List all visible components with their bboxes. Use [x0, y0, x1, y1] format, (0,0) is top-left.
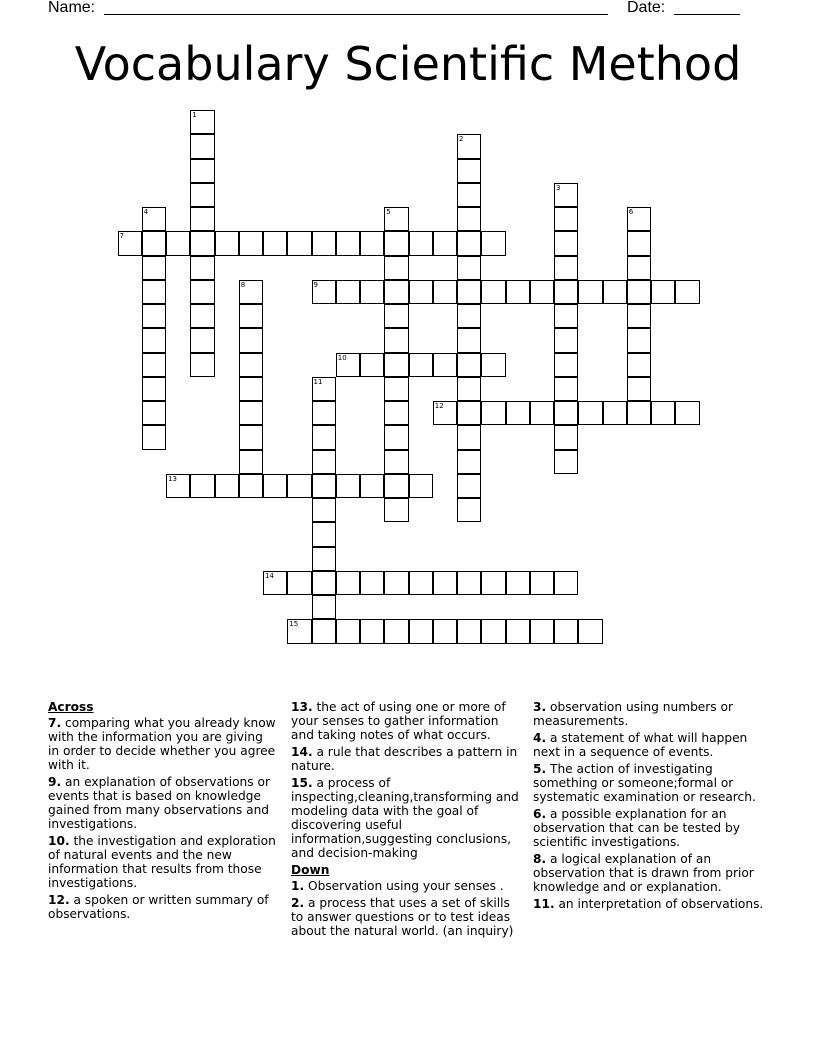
clue-text: a spoken or written summary of observations. [48, 893, 269, 921]
grid-cell[interactable] [142, 231, 166, 255]
clue-number: 1. [291, 879, 305, 893]
grid-cell[interactable] [457, 280, 481, 304]
grid-cell[interactable] [312, 425, 336, 449]
grid-cell[interactable] [554, 377, 578, 401]
grid-cell[interactable] [457, 619, 481, 643]
grid-cell[interactable] [287, 619, 311, 643]
clue-across-15 [291, 776, 521, 860]
grid-cell[interactable] [433, 571, 457, 595]
grid-cell[interactable] [457, 353, 481, 377]
grid-cell[interactable] [142, 425, 166, 449]
grid-cell[interactable] [457, 207, 481, 231]
grid-cell[interactable] [627, 377, 651, 401]
clue-number: 14. [291, 745, 313, 759]
grid-cell[interactable] [457, 571, 481, 595]
page-title: Vocabulary Scientific Method [74, 37, 742, 91]
grid-cell[interactable] [384, 498, 408, 522]
grid-cell[interactable] [481, 571, 505, 595]
grid-cell[interactable] [554, 304, 578, 328]
grid-cell[interactable] [336, 353, 360, 377]
clue-number: 11. [533, 897, 555, 911]
clue-text: a rule that describes a pattern in nature. [291, 745, 518, 773]
grid-cell[interactable] [433, 353, 457, 377]
grid-cell[interactable] [554, 207, 578, 231]
clue-number-label: 4 [143, 208, 149, 216]
grid-cell[interactable] [384, 571, 408, 595]
grid-cell[interactable] [190, 256, 214, 280]
grid-cell[interactable] [457, 256, 481, 280]
clue-down-11 [533, 897, 769, 911]
grid-cell[interactable] [239, 474, 263, 498]
grid-cell[interactable] [312, 619, 336, 643]
grid-cell[interactable] [312, 401, 336, 425]
grid-cell[interactable] [384, 377, 408, 401]
clue-across-12 [48, 893, 276, 921]
clue-text: the investigation and exploration of natural events and the new information that results from those investigations. [48, 834, 276, 890]
clue-number-label: 1 [192, 111, 197, 119]
clue-text: the act of using one or more of your senses to gather information and taking notes of what occurs. [291, 700, 506, 742]
grid-cell[interactable] [190, 231, 214, 255]
date-label: Date: [627, 0, 666, 16]
grid-cell[interactable] [457, 328, 481, 352]
grid-cell[interactable] [384, 280, 408, 304]
grid-cell[interactable] [190, 134, 214, 158]
grid-cell[interactable] [506, 571, 530, 595]
grid-cell[interactable] [675, 401, 699, 425]
grid-cell[interactable] [142, 304, 166, 328]
grid-cell[interactable] [142, 353, 166, 377]
grid-cell[interactable] [190, 474, 214, 498]
grid-cell[interactable] [384, 231, 408, 255]
clue-number: 3. [533, 700, 547, 714]
clue-down-2 [291, 896, 521, 938]
grid-cell[interactable] [287, 231, 311, 255]
grid-cell[interactable] [651, 280, 675, 304]
grid-cell[interactable] [336, 571, 360, 595]
clue-number-label: 3 [556, 183, 561, 192]
clue-text: a statement of what will happen next in a sequence of events. [533, 731, 748, 759]
grid-cell[interactable] [603, 280, 627, 304]
grid-cell[interactable] [457, 183, 481, 207]
grid-cell[interactable] [166, 474, 190, 498]
grid-cell[interactable] [457, 425, 481, 449]
grid-cell[interactable] [142, 256, 166, 280]
grid-cell[interactable] [239, 377, 263, 401]
grid-cell[interactable] [215, 474, 239, 498]
grid-cell[interactable] [457, 304, 481, 328]
clue-number: 8. [533, 852, 547, 866]
clue-number-label: 11 [313, 377, 323, 386]
clue-number-label: 7 [119, 232, 124, 241]
clue-text: a logical explanation of an observation that is drawn from prior knowledge and or explanation. [533, 852, 754, 894]
grid-cell[interactable] [384, 450, 408, 474]
grid-cell[interactable] [627, 304, 651, 328]
grid-cell[interactable] [360, 280, 384, 304]
clue-text: a process of inspecting,cleaning,transforming and modeling data with the goal of discovering useful information,suggesting conclusions, and decision-making [291, 776, 519, 860]
grid-cell[interactable] [118, 231, 142, 255]
grid-cell[interactable] [312, 377, 336, 401]
grid-cell[interactable] [457, 498, 481, 522]
name-label: Name: [48, 0, 96, 16]
clue-number-label: 14 [265, 571, 274, 580]
clue-number: 9. [48, 775, 62, 789]
grid-cell[interactable] [190, 280, 214, 304]
grid-cell[interactable] [554, 328, 578, 352]
clue-number-label: 6 [628, 208, 634, 216]
clue-number-label: 12 [434, 402, 444, 410]
clue-down-3 [533, 700, 769, 728]
grid-cell[interactable] [142, 207, 166, 231]
across-heading: Across [48, 700, 94, 714]
grid-cell[interactable] [142, 401, 166, 425]
grid-cell[interactable] [384, 425, 408, 449]
grid-cell[interactable] [554, 401, 578, 425]
grid-cell[interactable] [239, 231, 263, 255]
grid-cell[interactable] [312, 571, 336, 595]
clue-number-label: 8 [240, 280, 246, 289]
grid-cell[interactable] [457, 377, 481, 401]
grid-cell[interactable] [384, 207, 408, 231]
clue-text: a process that uses a set of skills to answer questions or to test ideas about the natural world. (an inquiry) [291, 896, 514, 938]
grid-cell[interactable] [312, 498, 336, 522]
grid-cell[interactable] [627, 401, 651, 425]
clue-across-10 [48, 834, 276, 890]
grid-cell[interactable] [239, 425, 263, 449]
grid-cell[interactable] [384, 401, 408, 425]
grid-cell[interactable] [457, 474, 481, 498]
grid-cell[interactable] [287, 474, 311, 498]
clue-number: 15. [291, 776, 313, 790]
grid-cell[interactable] [554, 619, 578, 643]
grid-cell[interactable] [336, 280, 360, 304]
grid-cell[interactable] [506, 401, 530, 425]
grid-cell[interactable] [312, 522, 336, 546]
grid-cell[interactable] [554, 450, 578, 474]
grid-cell[interactable] [239, 328, 263, 352]
clue-number: 4. [533, 731, 547, 745]
grid-cell[interactable] [627, 207, 651, 231]
grid-cell[interactable] [627, 353, 651, 377]
grid-cell[interactable] [287, 571, 311, 595]
clue-text: Observation using your senses . [308, 879, 504, 893]
grid-cell[interactable] [627, 328, 651, 352]
grid-cell[interactable] [312, 280, 336, 304]
grid-cell[interactable] [263, 231, 287, 255]
clue-across-13 [291, 700, 521, 742]
clue-across-14 [291, 745, 521, 773]
grid-cell[interactable] [457, 231, 481, 255]
grid-cell[interactable] [627, 280, 651, 304]
clue-number: 6. [533, 807, 547, 821]
grid-cell[interactable] [384, 353, 408, 377]
grid-cell[interactable] [336, 619, 360, 643]
grid-cell[interactable] [409, 353, 433, 377]
grid-cell[interactable] [336, 474, 360, 498]
clue-number-label: 5 [386, 208, 391, 216]
grid-cell[interactable] [190, 353, 214, 377]
grid-cell[interactable] [578, 280, 602, 304]
grid-cell[interactable] [336, 231, 360, 255]
clue-number: 13. [291, 700, 313, 714]
grid-cell[interactable] [312, 595, 336, 619]
grid-cell[interactable] [554, 256, 578, 280]
grid-cell[interactable] [360, 619, 384, 643]
grid-cell[interactable] [578, 401, 602, 425]
clue-number-label: 9 [313, 280, 318, 289]
down-heading: Down [291, 863, 330, 877]
grid-cell[interactable] [457, 159, 481, 183]
grid-cell[interactable] [578, 619, 602, 643]
grid-cell[interactable] [263, 571, 287, 595]
grid-cell[interactable] [312, 547, 336, 571]
grid-cell[interactable] [384, 256, 408, 280]
grid-cell[interactable] [506, 619, 530, 643]
grid-cell[interactable] [481, 231, 505, 255]
clue-text: The action of investigating something or someone;formal or systematic examination or research. [533, 762, 756, 804]
grid-cell[interactable] [360, 571, 384, 595]
grid-cell[interactable] [239, 304, 263, 328]
grid-cell[interactable] [433, 280, 457, 304]
clues-column-1 [48, 700, 276, 924]
clue-across-9 [48, 775, 276, 831]
grid-cell[interactable] [554, 280, 578, 304]
grid-cell[interactable] [675, 280, 699, 304]
grid-cell[interactable] [530, 619, 554, 643]
grid-cell[interactable] [433, 401, 457, 425]
clue-down-4 [533, 731, 769, 759]
grid-cell[interactable] [554, 353, 578, 377]
clue-down-8 [533, 852, 769, 894]
grid-cell[interactable] [409, 619, 433, 643]
grid-cell[interactable] [530, 571, 554, 595]
grid-cell[interactable] [554, 425, 578, 449]
grid-cell[interactable] [166, 231, 190, 255]
grid-cell[interactable] [360, 353, 384, 377]
grid-cell[interactable] [506, 280, 530, 304]
clue-text: an interpretation of observations. [558, 897, 764, 911]
clue-text: observation using numbers or measurements. [533, 700, 734, 728]
clues-column-2 [291, 700, 521, 941]
clue-down-6 [533, 807, 769, 849]
grid-cell[interactable] [384, 474, 408, 498]
grid-cell[interactable] [239, 353, 263, 377]
grid-cell[interactable] [481, 619, 505, 643]
grid-cell[interactable] [142, 377, 166, 401]
grid-cell[interactable] [215, 231, 239, 255]
grid-cell[interactable] [360, 474, 384, 498]
clue-number-label: 10 [337, 353, 347, 362]
grid-cell[interactable] [409, 571, 433, 595]
clue-number-label: 2 [459, 135, 464, 144]
grid-cell[interactable] [190, 304, 214, 328]
grid-cell[interactable] [239, 450, 263, 474]
grid-cell[interactable] [190, 159, 214, 183]
grid-cell[interactable] [142, 328, 166, 352]
grid-cell[interactable] [239, 401, 263, 425]
grid-cell[interactable] [481, 280, 505, 304]
clue-text: a possible explanation for an observation that can be tested by scientific investigations. [533, 807, 740, 849]
grid-cell[interactable] [312, 474, 336, 498]
grid-cell[interactable] [433, 619, 457, 643]
grid-cell[interactable] [554, 231, 578, 255]
clue-number-label: 15 [289, 620, 299, 629]
grid-cell[interactable] [190, 183, 214, 207]
grid-cell[interactable] [409, 474, 433, 498]
grid-cell[interactable] [239, 280, 263, 304]
grid-cell[interactable] [409, 231, 433, 255]
grid-cell[interactable] [651, 401, 675, 425]
grid-cell[interactable] [312, 231, 336, 255]
clue-across-7 [48, 716, 276, 772]
clue-text: comparing what you already know with the information you are giving in order to decide whether you agree with it. [48, 716, 276, 772]
grid-cell[interactable] [384, 619, 408, 643]
grid-cell[interactable] [190, 328, 214, 352]
grid-cell[interactable] [530, 280, 554, 304]
grid-cell[interactable] [530, 401, 554, 425]
grid-cell[interactable] [360, 231, 384, 255]
clues-column-3 [533, 700, 769, 914]
grid-cell[interactable] [190, 207, 214, 231]
grid-cell[interactable] [409, 280, 433, 304]
grid-cell[interactable] [142, 280, 166, 304]
grid-cell[interactable] [603, 401, 627, 425]
clue-down-5 [533, 762, 769, 804]
grid-cell[interactable] [457, 450, 481, 474]
clue-down-1 [291, 879, 521, 893]
grid-cell[interactable] [384, 328, 408, 352]
grid-cell[interactable] [481, 353, 505, 377]
grid-cell[interactable] [190, 110, 214, 134]
clue-text: an explanation of observations or events that is based on knowledge gained from many observations and investigations. [48, 775, 270, 831]
grid-cell[interactable] [263, 474, 287, 498]
clue-number: 12. [48, 893, 70, 907]
grid-cell[interactable] [481, 401, 505, 425]
grid-cell[interactable] [554, 571, 578, 595]
grid-cell[interactable] [554, 183, 578, 207]
grid-cell[interactable] [627, 256, 651, 280]
grid-cell[interactable] [433, 231, 457, 255]
clue-number: 2. [291, 896, 305, 910]
grid-cell[interactable] [312, 450, 336, 474]
clue-number-label: 13 [168, 474, 177, 483]
clue-number: 5. [533, 762, 547, 776]
grid-cell[interactable] [457, 401, 481, 425]
grid-cell[interactable] [384, 304, 408, 328]
grid-cell[interactable] [627, 231, 651, 255]
grid-cell[interactable] [457, 134, 481, 158]
clue-number: 10. [48, 834, 70, 848]
clue-number: 7. [48, 716, 62, 730]
